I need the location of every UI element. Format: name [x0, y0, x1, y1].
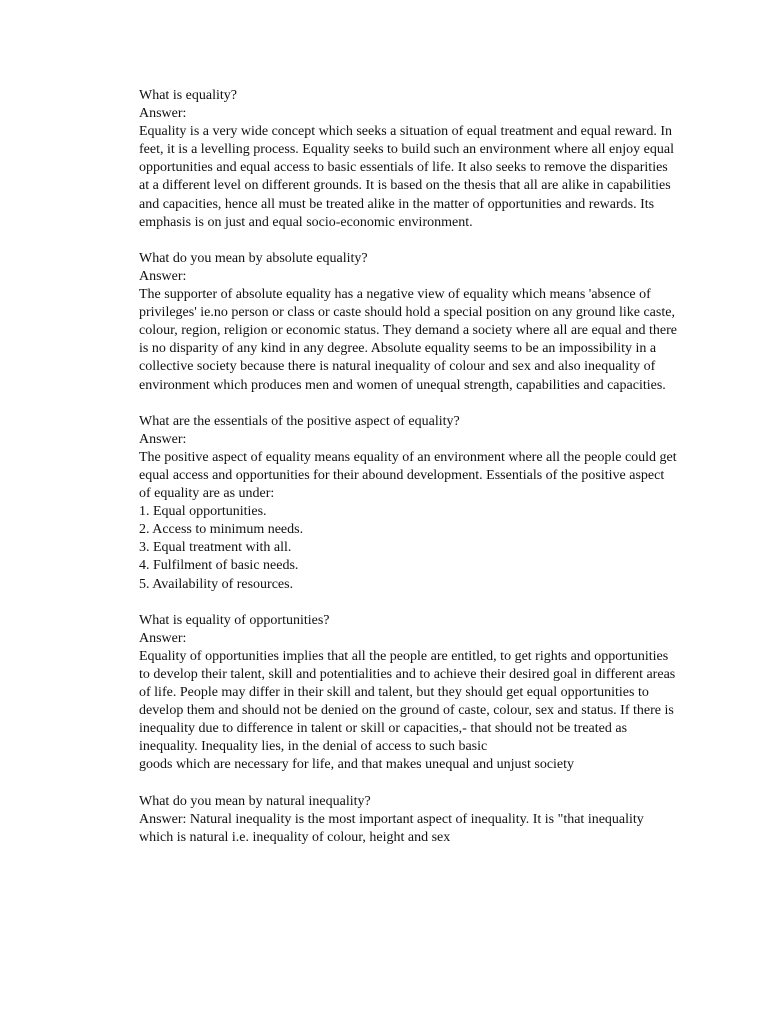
- answer-text-continued: goods which are necessary for life, and that makes unequal and unjust society: [139, 757, 575, 773]
- question: What do you mean by absolute equality?: [139, 250, 368, 266]
- answer-text: Equality is a very wide concept which seeks a situation of equal treatment and equal reward. In feet, it is a levelling process. Equality seeks to build such an environment where all enjoy equal opportunities and equal access to basic essentials of life. It also seeks to remove the disparities at a different level on different grounds. It is based on the thesis that all are alike in capabilities and capacities, hence all must be treated alike in the matter of opportunities and rewards. Its emphasis is on just and equal socio-economic environment.: [139, 124, 674, 230]
- qa-block-equality-of-opportunities: [139, 612, 679, 775]
- answer-label: Answer:: [139, 630, 187, 646]
- question: What is equality of opportunities?: [139, 612, 330, 628]
- list-item: 2. Access to minimum needs.: [139, 522, 304, 538]
- list-item: 3. Equal treatment with all.: [139, 540, 292, 556]
- answer-text: The supporter of absolute equality has a negative view of equality which means 'absence of privileges' ie.no person or class or caste should hold a special position on any ground like caste, colour, region, religion or economic status. They demand a society where all are equal and there is no disparity of any kind in any degree. Absolute equality seems to be an impossibility in a collective society because there is natural inequality of colour and sex and also inequality of environment which produces men and women of unequal strength, capabilities and capacities.: [139, 287, 677, 393]
- answer-label: Answer:: [139, 268, 187, 284]
- question: What is equality?: [139, 88, 237, 103]
- qa-block-natural-inequality: [139, 793, 679, 847]
- list-item: 1. Equal opportunities.: [139, 504, 267, 520]
- qa-block-positive-aspect: [139, 413, 679, 594]
- answer-text: The positive aspect of equality means equality of an environment where all the people could get equal access and opportunities for their abound development. Essentials of the positive aspect of equality are as under:: [139, 449, 677, 502]
- answer-text: Answer: Natural inequality is the most important aspect of inequality. It is "that inequality which is natural i.e. inequality of colour, height and sex: [139, 811, 644, 845]
- answer-label: Answer:: [139, 106, 187, 122]
- list-item: 5. Availability of resources.: [139, 576, 294, 592]
- answer-text: Equality of opportunities implies that all the people are entitled, to get rights and opportunities to develop their talent, skill and potentialities and to achieve their desired goal in different areas of life. People may differ in their skill and talent, but they should get equal opportunities to develop them and should not be denied on the ground of caste, colour, sex and status. If there is inequality due to difference in talent or skill or capacities,- that should not be treated as inequality. Inequality lies, in the denial of access to such basic: [139, 648, 676, 755]
- answer-label: Answer:: [139, 431, 187, 447]
- question: What are the essentials of the positive aspect of equality?: [139, 413, 460, 429]
- qa-block-absolute-equality: [139, 250, 679, 395]
- document-page: [139, 87, 679, 865]
- question: What do you mean by natural inequality?: [139, 793, 371, 809]
- list-item: 4. Fulfilment of basic needs.: [139, 558, 299, 574]
- qa-block-equality: [139, 87, 679, 232]
